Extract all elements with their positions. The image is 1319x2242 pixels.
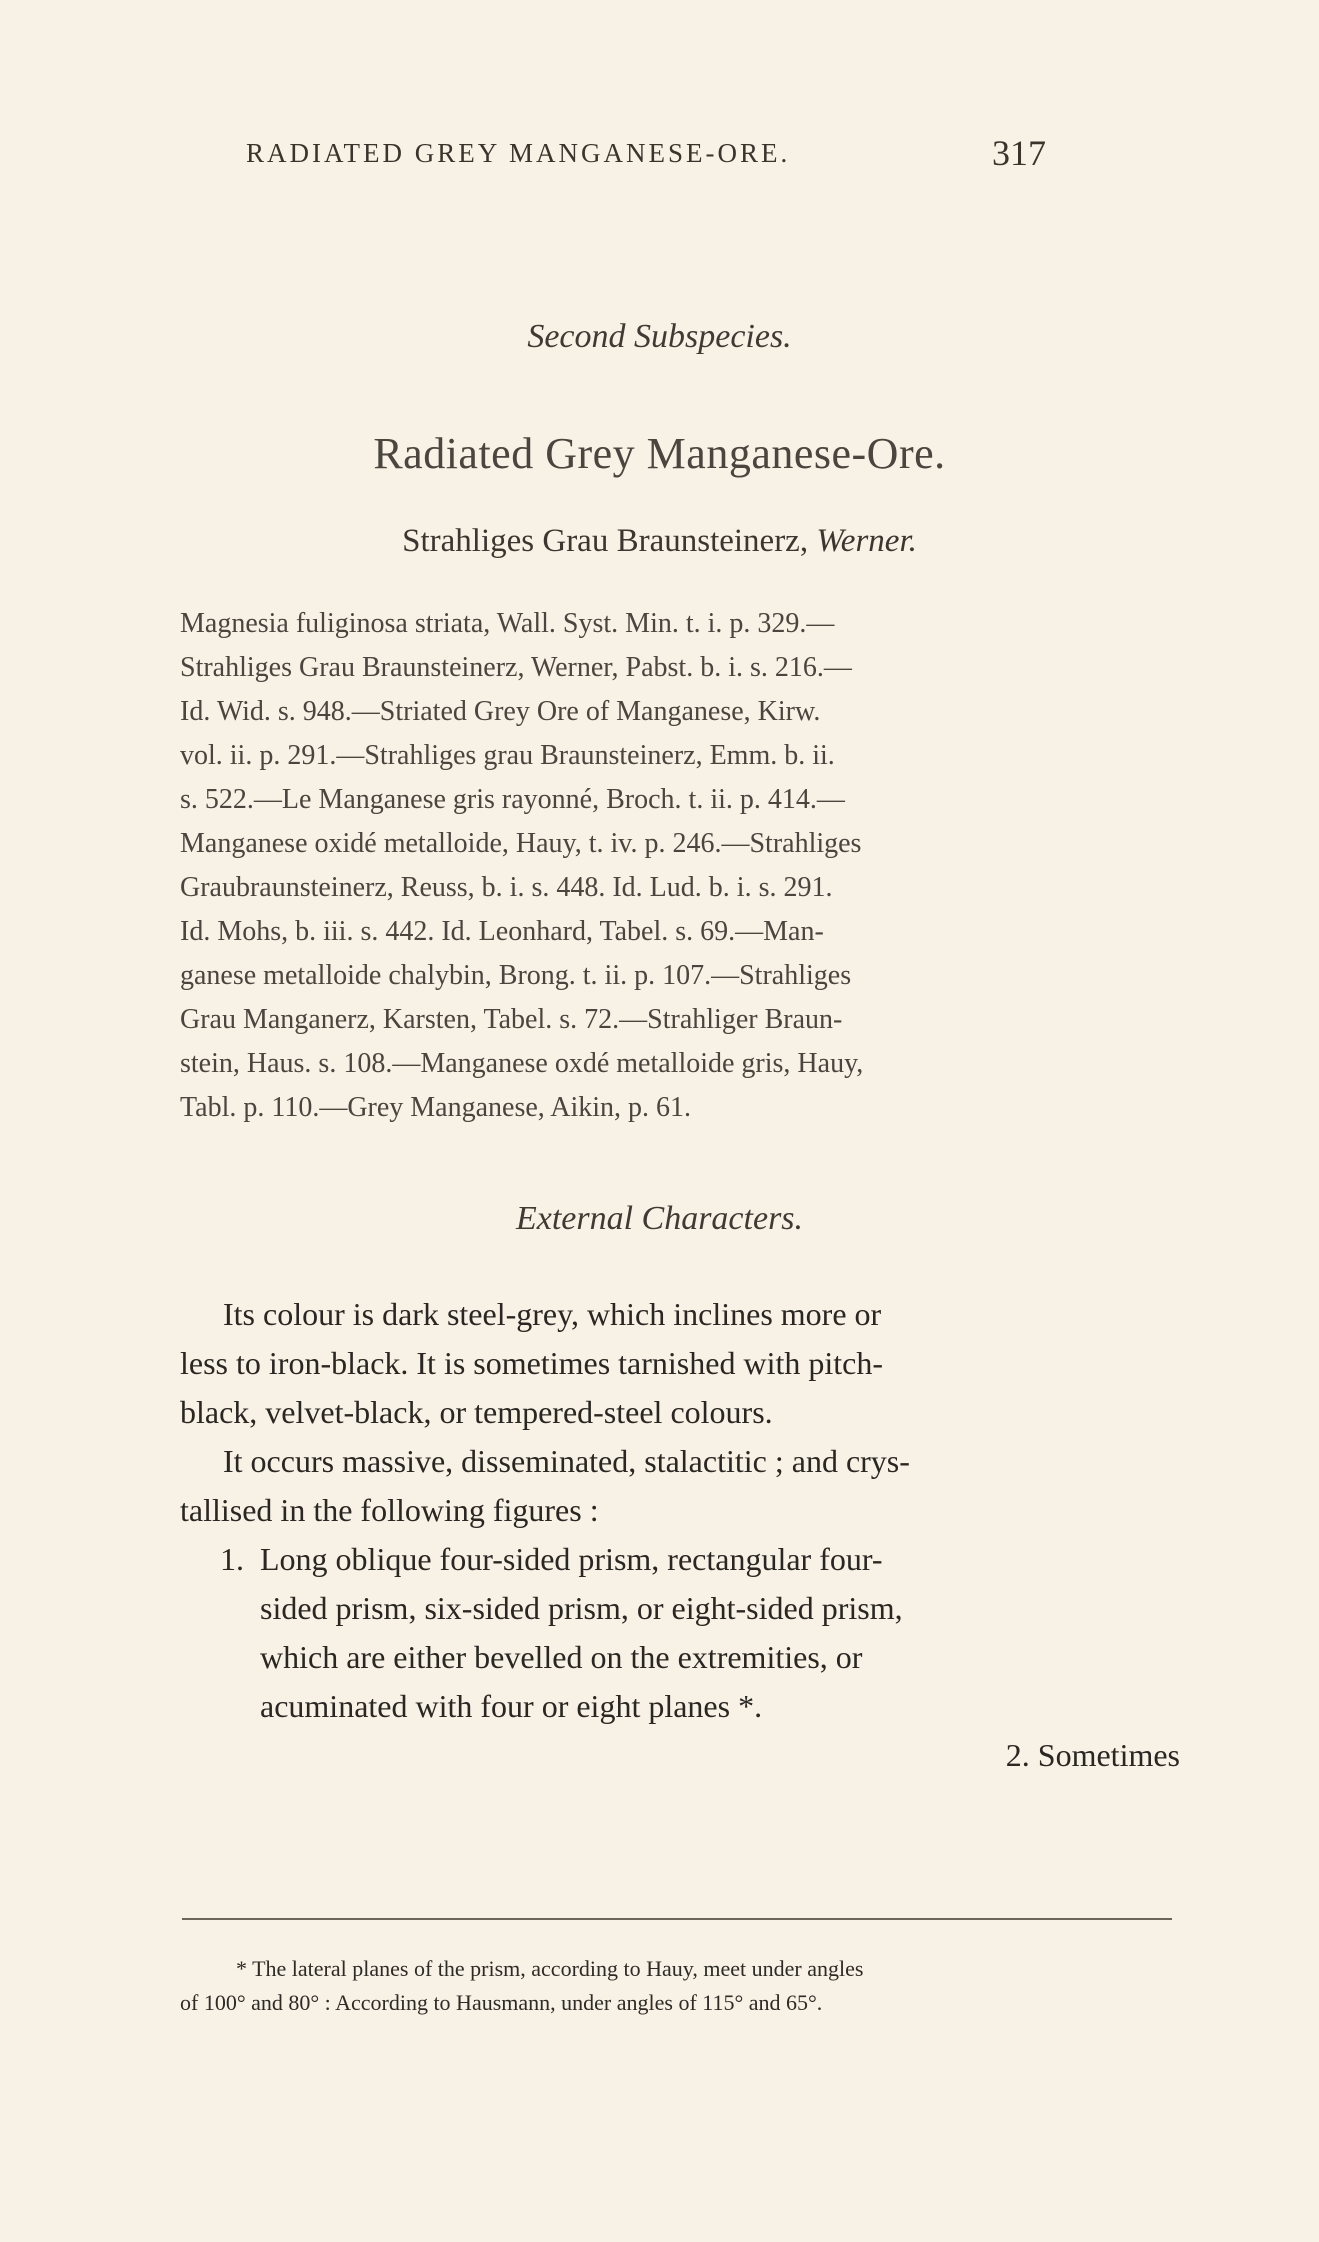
- synonymy-line: Id. Mohs, b. iii. s. 442. Id. Leonhard, Tabel. s. 69.—Man-: [180, 916, 824, 947]
- synonymy-line: stein, Haus. s. 108.—Manganese oxdé metalloide gris, Hauy,: [180, 1048, 864, 1079]
- running-title: RADIATED GREY MANGANESE-ORE.: [246, 138, 791, 168]
- section-heading: External Characters.: [515, 1200, 804, 1237]
- paragraph-line: It occurs massive, disseminated, stalactitic ; and crys-: [223, 1443, 910, 1479]
- german-author: Werner.: [816, 523, 917, 559]
- synonymy-line: vol. ii. p. 291.—Strahliges grau Braunsteinerz, Emm. b. ii.: [180, 740, 835, 771]
- paragraph-line: tallised in the following figures :: [180, 1492, 599, 1528]
- subspecies-label: Second Subspecies.: [527, 318, 792, 355]
- body-text: [180, 1290, 1180, 1780]
- synonymy-line: Graubraunsteinerz, Reuss, b. i. s. 448. Id. Lud. b. i. s. 291.: [180, 872, 833, 903]
- page-number: 317: [992, 133, 1046, 173]
- page-title: Radiated Grey Manganese-Ore.: [373, 429, 946, 478]
- synonymy-line: Magnesia fuliginosa striata, Wall. Syst. Min. t. i. p. 329.—: [180, 608, 835, 639]
- list-item-line: which are either bevelled on the extremities, or: [260, 1639, 863, 1675]
- paragraph-line: Its colour is dark steel-grey, which inclines more or: [223, 1296, 882, 1332]
- synonymy-line: ganese metalloide chalybin, Brong. t. ii. p. 107.—Strahliges: [180, 960, 852, 991]
- list-item-line: 1. Long oblique four-sided prism, rectangular four-: [180, 1535, 1180, 1584]
- synonymy-block: [180, 602, 1180, 1130]
- paragraph-line: less to iron-black. It is sometimes tarnished with pitch-: [180, 1345, 883, 1381]
- catchword: 2. Sometimes: [1005, 1737, 1180, 1773]
- footnote-line: of 100° and 80° : According to Hausmann, under angles of 115° and 65°.: [180, 1990, 823, 2015]
- list-number: 1.: [220, 1541, 244, 1577]
- synonymy-line: Tabl. p. 110.—Grey Manganese, Aikin, p. 61.: [180, 1092, 692, 1123]
- german-name: Strahliges Grau Braunsteinerz,: [402, 523, 817, 559]
- synonymy-line: Strahliges Grau Braunsteinerz, Werner, Pabst. b. i. s. 216.—: [180, 652, 852, 683]
- list-item-line: sided prism, six-sided prism, or eight-sided prism,: [260, 1590, 903, 1626]
- running-head: [246, 133, 1046, 178]
- paragraph-line: black, velvet-black, or tempered-steel colours.: [180, 1394, 773, 1430]
- synonymy-line: Id. Wid. s. 948.—Striated Grey Ore of Manganese, Kirw.: [180, 696, 821, 727]
- footnote: [180, 1952, 1180, 2020]
- footnote-line: * The lateral planes of the prism, according to Hauy, meet under angles: [236, 1956, 864, 1981]
- footnote-rule: [182, 1918, 1172, 1920]
- synonymy-line: s. 522.—Le Manganese gris rayonné, Broch. t. ii. p. 414.—: [180, 784, 845, 815]
- synonymy-line: Grau Manganerz, Karsten, Tabel. s. 72.—Strahliger Braun-: [180, 1004, 843, 1035]
- list-item-line: acuminated with four or eight planes *.: [260, 1688, 763, 1724]
- synonymy-line: Manganese oxidé metalloide, Hauy, t. iv. p. 246.—Strahliges: [180, 828, 862, 859]
- german-title: [0, 523, 1319, 560]
